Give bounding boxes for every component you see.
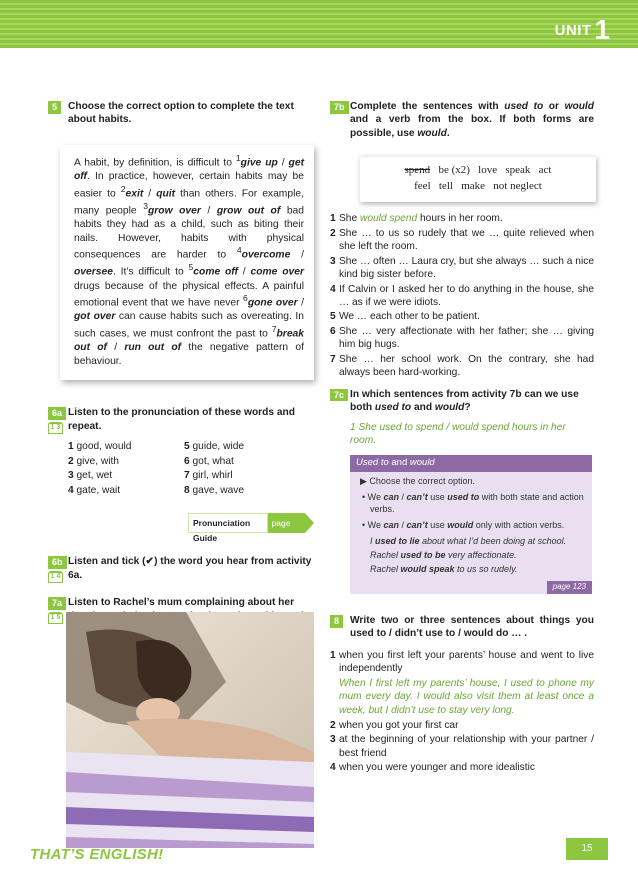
grammar-instruction-text: Choose the correct option. — [369, 476, 475, 487]
option-word: exit — [125, 188, 144, 200]
rule-text: use — [427, 519, 448, 530]
title-part: Used to — [356, 457, 389, 469]
text-segment: / — [143, 188, 157, 200]
verb-option: love — [478, 164, 498, 177]
triangle-right-icon: ▶ — [360, 476, 370, 487]
verb-box-line — [368, 179, 588, 195]
guide-page: page 146 — [268, 513, 305, 533]
sentence-text: We … each other to be patient. — [339, 311, 480, 323]
option-word: give up — [240, 157, 278, 169]
instr-part: and — [411, 402, 435, 414]
verb-option: act — [538, 164, 552, 177]
example-text: about what I’d been doing at school. — [419, 535, 567, 546]
prompt-list-8 — [330, 649, 594, 775]
gap-number: 4 — [236, 245, 242, 256]
verb-option: tell — [438, 180, 453, 193]
gap-number: 2 — [120, 183, 126, 194]
bullet-icon: • — [362, 519, 368, 530]
item-number: 7 — [184, 470, 193, 482]
example-keyword: used to lie — [375, 535, 420, 546]
rule-text: use — [427, 491, 448, 502]
grammar-rule-1 — [360, 492, 584, 516]
gap-number: 7 — [271, 324, 277, 334]
item-words: guide, wide — [192, 441, 245, 453]
option-word: gone over — [247, 297, 298, 309]
left-column — [48, 100, 314, 644]
spacer — [431, 180, 439, 192]
grammar-box-body — [350, 472, 592, 576]
unit-word: UNIT — [554, 22, 592, 39]
instr-part: Complete the sentences with — [350, 101, 505, 112]
example-text: I — [370, 535, 376, 546]
sentence-item — [330, 255, 594, 282]
example-text: Rachel — [370, 563, 401, 574]
exercise-instruction — [350, 388, 594, 415]
item-words: good, would — [76, 441, 132, 453]
verb-option: be (x2) — [438, 164, 470, 177]
prompt-text: when you got your first car — [339, 719, 459, 731]
text-segment: bad habits they had as a child, such as biting their nails. However, habits with physical consequences are harder to — [74, 205, 305, 261]
rule-text: only with action verbs. — [473, 519, 565, 530]
prompt-item — [330, 733, 594, 760]
option-word: come over — [250, 266, 304, 278]
prompt-text: when you first left your parents’ house and went to live independently — [339, 649, 594, 675]
rule-keyword: can’t — [406, 519, 428, 530]
prompt-text: at the beginning of your relationship with your partner / best friend — [339, 734, 594, 759]
exercise-number: 8 — [330, 615, 343, 628]
page-number: 15 — [566, 838, 608, 860]
unit-label — [555, 12, 610, 49]
rule-keyword: used to — [447, 491, 480, 502]
text-segment: . It’s difficult to — [112, 266, 189, 278]
rule-keyword: would — [447, 519, 474, 530]
item-number: 6 — [184, 455, 193, 467]
audio-track-icon[interactable]: 1 3 — [48, 422, 63, 434]
arrow-right-icon — [305, 513, 314, 533]
gap-number: 6 — [243, 293, 248, 304]
exercise-instruction: Listen to Rachel’s mum complaining about her — [68, 597, 295, 609]
option-word: break out of — [74, 328, 304, 354]
exercise-6a — [48, 406, 314, 549]
verb-option: feel — [414, 180, 431, 193]
sentence-text: She — [339, 213, 360, 225]
prompt-text: when you were younger and more idealistic — [339, 762, 535, 774]
exercise-number: 7b — [330, 101, 349, 114]
sentence-list-7b — [330, 212, 594, 379]
item-number: 1 — [68, 441, 77, 453]
item-words: girl, whirl — [192, 470, 233, 482]
sentence-item — [330, 310, 594, 323]
spacer — [530, 164, 538, 176]
unit-number: 1 — [594, 14, 610, 45]
grammar-examples — [360, 536, 584, 576]
sentence-item — [330, 283, 594, 310]
pronunciation-item — [68, 440, 184, 453]
option-word: got over — [74, 311, 116, 323]
gap-number: 5 — [188, 262, 194, 273]
rule-text: We — [367, 491, 384, 502]
verb-option: not neglect — [493, 180, 542, 193]
exercise-instruction: Listen to the pronunciation of these words and repeat. — [68, 407, 295, 432]
option-word: overcome — [241, 249, 291, 261]
exercise-instruction: Write two or three sentences about things you used to / didn’t use to / would do … . — [350, 614, 594, 640]
rule-text: / — [399, 519, 407, 530]
example-keyword: would speak — [400, 563, 455, 574]
grammar-instruction — [360, 476, 584, 488]
pronunciation-item — [184, 455, 304, 468]
grammar-example — [370, 550, 584, 562]
gap-number: 1 — [235, 152, 241, 163]
sentence-item — [330, 325, 594, 352]
text-segment: / — [297, 297, 304, 309]
instr-keyword: used to — [374, 402, 412, 414]
pronunciation-guide-link[interactable] — [188, 513, 314, 549]
verb-box-line — [368, 163, 588, 179]
sentence-text: She … often … Laura cry, but she always … such a nice kind big sister before. — [339, 255, 594, 281]
item-number: 3 — [330, 255, 336, 267]
item-number: 1 — [330, 213, 336, 225]
item-number: 6 — [330, 325, 336, 337]
option-word: quit — [156, 188, 176, 200]
top-banner — [0, 0, 638, 48]
option-word: grow out of — [216, 205, 281, 217]
verb-option: make — [461, 180, 486, 193]
sentence-text: She … very affectionate with her father; she … giving him big hugs. — [339, 325, 594, 351]
exercise-instruction: Choose the correct option to complete the text about habits. — [68, 101, 294, 126]
rule-text: / — [399, 491, 407, 502]
text-segment: A habit, by definition, is difficult to — [74, 157, 236, 169]
option-word: get off — [74, 157, 304, 183]
instr-keyword: would — [434, 402, 465, 414]
verb-box — [360, 156, 596, 202]
pronunciation-item — [184, 440, 304, 453]
text-segment: / — [277, 157, 289, 169]
instr-keyword: used to — [504, 101, 544, 112]
text-segment: than others. For example, many people — [74, 188, 304, 217]
item-number: 2 — [330, 227, 336, 239]
item-number: 3 — [330, 734, 336, 746]
text-segment: / — [200, 205, 217, 217]
photo-woman-lying-on-bed — [66, 612, 314, 848]
exercise-instruction: Listen and tick (✔) the word you hear from activity 6a. — [68, 556, 312, 581]
item-words: got, what — [192, 455, 234, 467]
prompt-item — [330, 649, 594, 717]
pronunciation-item — [184, 469, 304, 482]
grammar-example — [370, 536, 584, 548]
exercise-number: 7c — [330, 389, 348, 402]
exercise-7c — [330, 388, 594, 448]
item-number: 5 — [330, 311, 336, 323]
item-number: 2 — [68, 455, 77, 467]
verb-option: spend — [404, 164, 431, 177]
item-number: 8 — [184, 484, 193, 496]
option-word: grow over — [147, 205, 201, 217]
exercise-number: 6b — [48, 556, 67, 569]
rule-text: with both state and action verbs. — [370, 491, 584, 514]
exercise-instruction — [350, 100, 594, 140]
rule-text: We — [367, 519, 384, 530]
rule-keyword: can — [383, 491, 400, 502]
text-segment: / — [237, 266, 251, 278]
grammar-rule-2 — [360, 520, 584, 532]
item-number: 5 — [184, 441, 193, 453]
text-segment: can cause habits such as overeating. In such cases, we must confront the past to — [74, 311, 304, 340]
example-keyword: used to be — [400, 549, 446, 560]
option-word: come off — [193, 266, 238, 278]
title-part: and — [388, 457, 410, 469]
title-part: would — [409, 457, 435, 469]
item-number: 4 — [68, 484, 77, 496]
sentence-text: She … her school work. On the contrary, she had always been hard-working. — [339, 353, 594, 379]
instr-keyword: would — [417, 127, 447, 139]
text-segment: the negative pattern of behaviour. — [74, 342, 304, 367]
sentence-item — [330, 353, 594, 380]
instr-part: . — [446, 127, 450, 139]
grammar-box-title — [350, 455, 592, 472]
brand-logo: THAT’S ENGLISH! — [30, 846, 164, 863]
item-words: get, wet — [76, 470, 113, 482]
sentence-text: hours in her room. — [417, 213, 503, 225]
example-answer: When I first left my parents’ house, I used to phone my mum every day. I would also visit them at least once a week, but I didn’t use to stay very long. — [339, 677, 594, 716]
exercise-8 — [330, 614, 594, 641]
pronunciation-word-list — [68, 440, 314, 497]
pronunciation-item — [68, 469, 184, 482]
grammar-example — [370, 564, 584, 576]
item-words: gate, wait — [76, 484, 121, 496]
audio-track-icon[interactable]: 1 5 — [48, 612, 63, 624]
spacer — [453, 180, 461, 192]
right-column — [330, 100, 594, 776]
text-segment: / — [106, 342, 125, 354]
sentence-text: She … to us so rudely that we … quite relieved when she left the room. — [339, 227, 594, 253]
item-number: 1 — [330, 649, 336, 661]
option-word: oversee — [74, 266, 113, 278]
prompt-item — [330, 719, 594, 732]
exercise-5 — [48, 100, 314, 127]
item-number: 3 — [68, 470, 77, 482]
item-number: 7 — [330, 353, 336, 365]
prompt-item — [330, 761, 594, 774]
example-text: to us so rudely. — [454, 563, 518, 574]
item-words: give, with — [76, 455, 119, 467]
exercise-6b — [48, 555, 314, 582]
pronunciation-item — [68, 484, 184, 497]
audio-track-icon[interactable]: 1 4 — [48, 571, 63, 583]
text-segment: . In practice, however, certain habits may be easier to — [74, 171, 304, 200]
instr-part: and a verb from the box. If both forms are possible, use — [350, 114, 594, 139]
instr-part: ? — [464, 402, 471, 414]
item-number: 2 — [330, 719, 336, 731]
sentence-item — [330, 212, 594, 225]
spacer — [470, 164, 478, 176]
item-number: 4 — [330, 762, 336, 774]
grammar-reference-box — [350, 455, 592, 593]
guide-label: Pronunciation Guide — [188, 513, 268, 533]
rule-keyword: can — [383, 519, 400, 530]
sentence-text: If Calvin or I asked her to do anything in the house, she … as if we were idiots. — [339, 283, 594, 308]
photo-illustration — [66, 612, 314, 848]
text-segment: / — [290, 249, 304, 261]
instr-keyword: would — [564, 101, 594, 112]
pronunciation-item — [68, 455, 184, 468]
text-segment: drugs because of the physical effects. A painful emotional event that we have never — [74, 280, 304, 309]
item-number: 4 — [330, 283, 336, 295]
grammar-page-ref[interactable]: page 123 — [547, 581, 592, 594]
habit-text-box — [60, 145, 314, 381]
option-word: run out of — [124, 342, 182, 354]
instr-part: or — [543, 101, 565, 112]
exercise-number: 7a — [48, 597, 66, 610]
sentence-item — [330, 227, 594, 254]
instr-part: In which sentences from activity 7b can we use both — [350, 388, 579, 414]
item-words: gave, wave — [192, 484, 245, 496]
rule-keyword: can’t — [406, 491, 428, 502]
verb-option: speak — [505, 164, 531, 177]
example-answer: 1 She used to spend / would spend hours in her room. — [350, 421, 566, 447]
exercise-number: 5 — [48, 101, 61, 114]
example-answer: would spend — [359, 213, 418, 225]
exercise-number: 6a — [48, 407, 66, 420]
example-text: Rachel — [370, 549, 401, 560]
example-text: very affectionate. — [445, 549, 517, 560]
gap-number: 3 — [143, 200, 148, 211]
pronunciation-item — [184, 484, 304, 497]
bullet-icon: • — [362, 491, 368, 502]
exercise-7b — [330, 100, 594, 140]
